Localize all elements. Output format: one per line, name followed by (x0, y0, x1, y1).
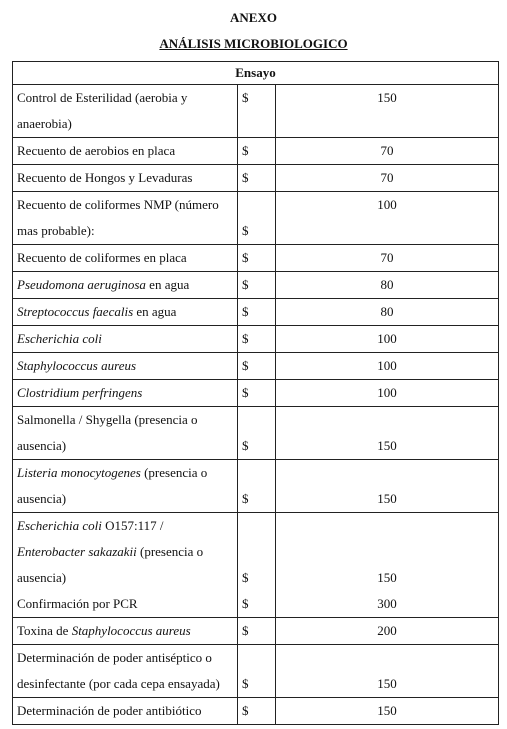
annex-title: ANEXO (230, 10, 277, 25)
test-name: Escherichia coli (13, 326, 238, 353)
test-name: Determinación de poder antiséptico o desinfectante (por cada cepa ensayada) (13, 645, 238, 698)
test-name: Toxina de Staphylococcus aureus (13, 618, 238, 645)
table-row (13, 513, 499, 618)
table-row (13, 460, 499, 513)
section-title: ANÁLISIS MICROBIOLOGICO (159, 36, 348, 51)
price: 150 (276, 460, 499, 513)
price: 150 300 (276, 513, 499, 618)
currency: $ (238, 245, 276, 272)
price: 100 (276, 326, 499, 353)
price: 100 (276, 192, 499, 245)
currency: $ (238, 85, 276, 138)
table-row (13, 645, 499, 698)
currency: $ (238, 272, 276, 299)
table-caption: Ensayo (13, 62, 499, 85)
price: 70 (276, 165, 499, 192)
test-name: Salmonella / Shygella (presencia o ausencia) (13, 407, 238, 460)
currency: $ (238, 698, 276, 725)
currency: $ (238, 353, 276, 380)
table-row (13, 353, 499, 380)
price: 150 (276, 698, 499, 725)
price: 100 (276, 353, 499, 380)
currency: $ (238, 618, 276, 645)
price-table (12, 61, 499, 725)
table-row (13, 138, 499, 165)
price: 70 (276, 245, 499, 272)
test-name: Control de Esterilidad (aerobia y anaerobia) (13, 85, 238, 138)
table-row (13, 618, 499, 645)
test-name: Streptococcus faecalis en agua (13, 299, 238, 326)
table-row (13, 380, 499, 407)
table-row (13, 407, 499, 460)
currency: $ (238, 326, 276, 353)
table-row (13, 299, 499, 326)
price: 80 (276, 299, 499, 326)
test-name: Staphylococcus aureus (13, 353, 238, 380)
price: 80 (276, 272, 499, 299)
table-row (13, 272, 499, 299)
table-row (13, 326, 499, 353)
test-name: Listeria monocytogenes (presencia o ausencia) (13, 460, 238, 513)
price: 150 (276, 407, 499, 460)
price: 100 (276, 380, 499, 407)
table-row (13, 85, 499, 138)
currency: $ (238, 407, 276, 460)
currency: $ (238, 192, 276, 245)
test-name: Recuento de coliformes NMP (número mas probable): (13, 192, 238, 245)
currency: $ (238, 460, 276, 513)
test-name: Clostridium perfringens (13, 380, 238, 407)
table-row (13, 698, 499, 725)
currency: $ $ (238, 513, 276, 618)
test-name: Escherichia coli O157:117 / Enterobacter sakazakii (presencia o ausencia) Confirmación por PCR (13, 513, 238, 618)
currency: $ (238, 138, 276, 165)
currency: $ (238, 645, 276, 698)
test-name: Recuento de aerobios en placa (13, 138, 238, 165)
test-name: Recuento de Hongos y Levaduras (13, 165, 238, 192)
currency: $ (238, 380, 276, 407)
test-name: Pseudomona aeruginosa en agua (13, 272, 238, 299)
table-row (13, 245, 499, 272)
price: 150 (276, 645, 499, 698)
table-row (13, 165, 499, 192)
currency: $ (238, 165, 276, 192)
test-name: Determinación de poder antibiótico (13, 698, 238, 725)
test-name: Recuento de coliformes en placa (13, 245, 238, 272)
price: 150 (276, 85, 499, 138)
table-header-row (13, 62, 499, 85)
currency: $ (238, 299, 276, 326)
price: 200 (276, 618, 499, 645)
price: 70 (276, 138, 499, 165)
table-row (13, 192, 499, 245)
